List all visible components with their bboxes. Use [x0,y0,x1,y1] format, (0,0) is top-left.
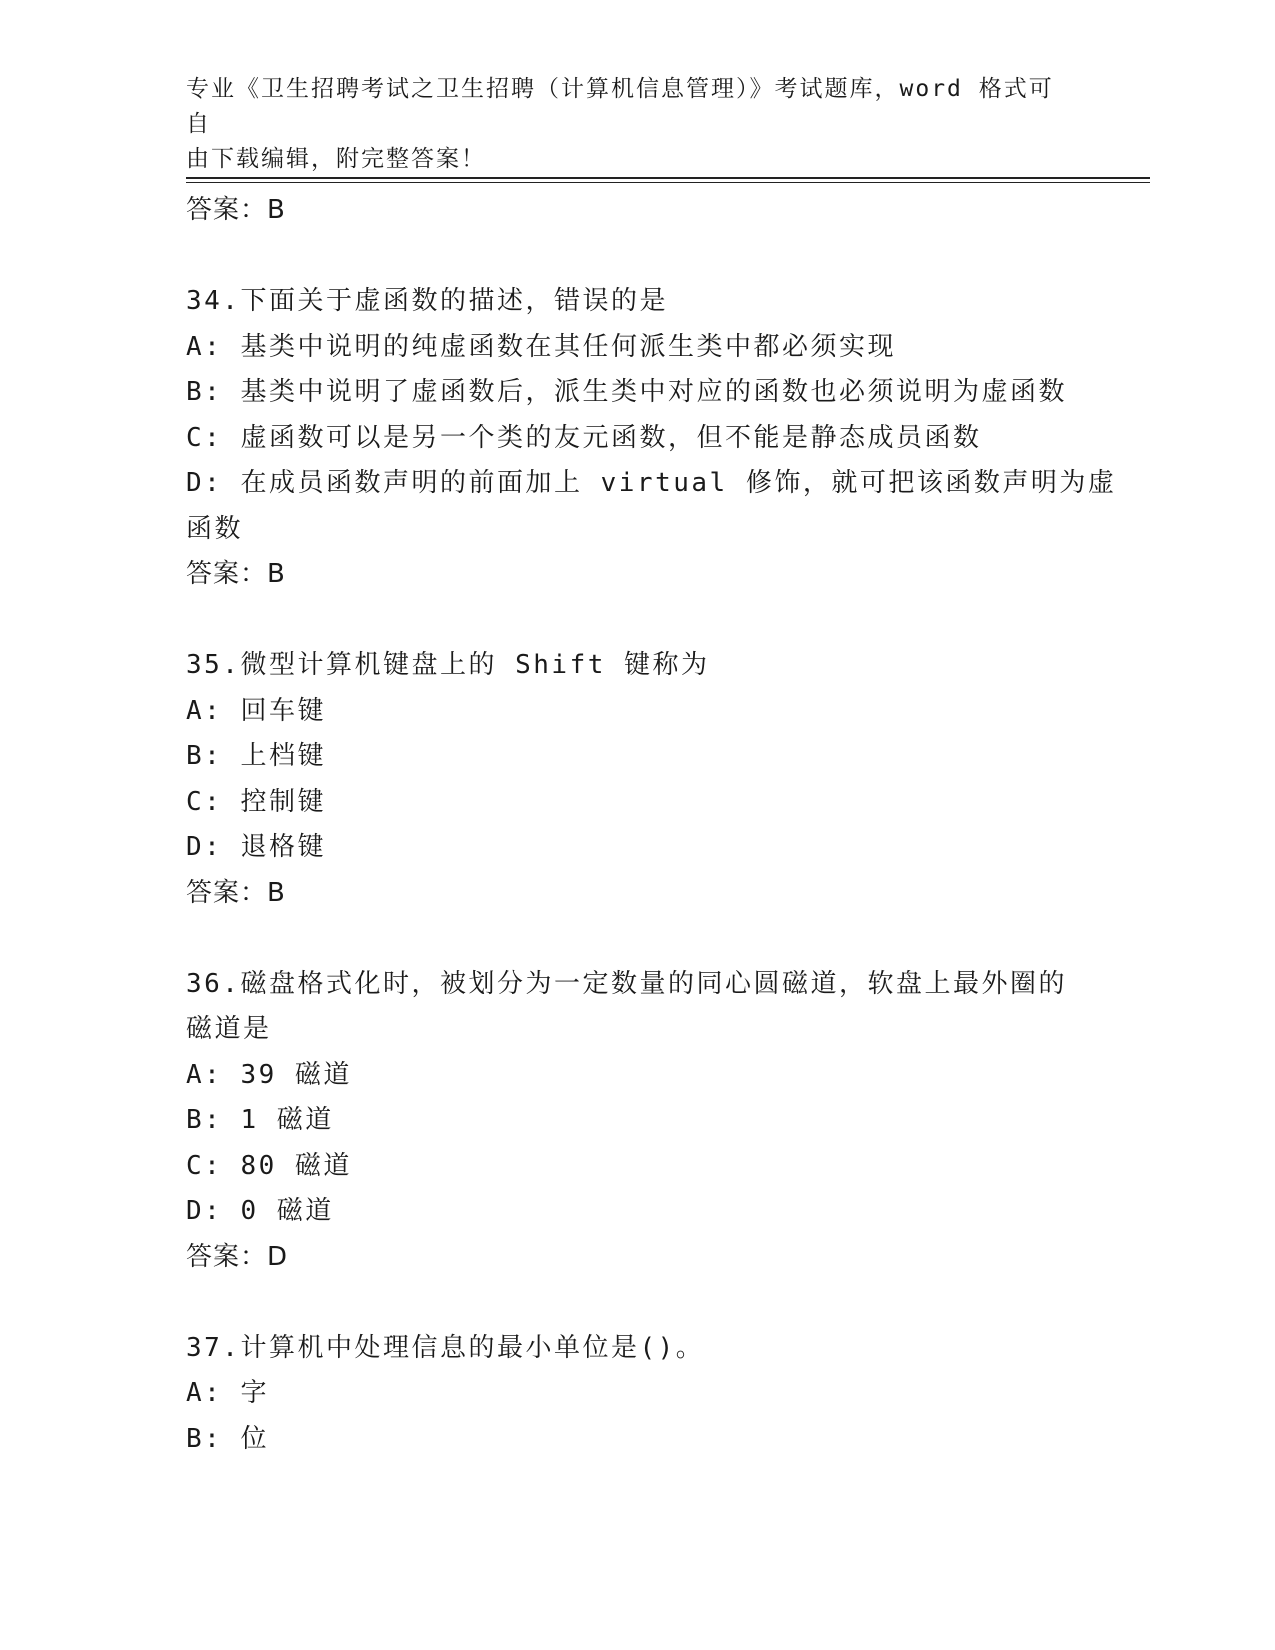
answer-option: D: 退格键 [186,832,326,862]
question-stem: 34.下面关于虚函数的描述，错误的是 [186,286,668,316]
answer-option: B: 上档键 [186,741,326,771]
question-block [186,643,1086,916]
answer-option: 函数 [186,513,244,544]
question-stem: 37.计算机中处理信息的最小单位是()。 [186,1332,705,1363]
spacer [186,1280,1086,1326]
answer-option: A: 基类中说明的纯虚函数在其任何派生类中都必须实现 [186,331,896,362]
question-block [186,1326,1086,1463]
answer-option: A: 字 [186,1378,269,1408]
question-list [186,188,1117,1462]
header-divider [186,182,1150,183]
answer-option: B: 基类中说明了虚函数后，派生类中对应的函数也必须说明为虚函数 [186,377,1067,407]
question-block [186,962,1086,1281]
question-stem: 磁道是 [186,1014,272,1044]
answer-option: C: 80 磁道 [186,1150,352,1181]
spacer [186,234,1086,280]
answer-option: D: 在成员函数声明的前面加上 virtual 修饰，就可把该函数声明为虚 [186,468,1117,498]
question-stem: 36.磁盘格式化时，被划分为一定数量的同心圆磁道，软盘上最外圈的 [186,968,1067,999]
answer-option: A: 回车键 [186,695,326,726]
question-block [186,279,1117,598]
header-line: 专业《卫生招聘考试之卫生招聘（计算机信息管理）》考试题库，word 格式可自 [186,76,1054,137]
answer-option: A: 39 磁道 [186,1059,352,1090]
answer-option: B: 位 [186,1423,269,1454]
spacer [186,916,1086,962]
answer-line: 答案：B [186,195,286,225]
header-line: 由下载编辑，附完整答案！ [186,146,486,172]
spacer [186,598,1086,644]
answer-option: C: 虚函数可以是另一个类的友元函数，但不能是静态成员函数 [186,422,982,453]
question-stem: 35.微型计算机键盘上的 Shift 键称为 [186,650,710,680]
answer-option: C: 控制键 [186,786,326,817]
answer-option: D: 0 磁道 [186,1196,334,1226]
answer-line: 答案：B [186,877,286,908]
answer-line: 答案：D [186,1241,289,1272]
answer-line: 答案：B [186,559,286,589]
document-header [186,72,1066,177]
answer-option: B: 1 磁道 [186,1105,334,1135]
header-divider [186,177,1150,179]
